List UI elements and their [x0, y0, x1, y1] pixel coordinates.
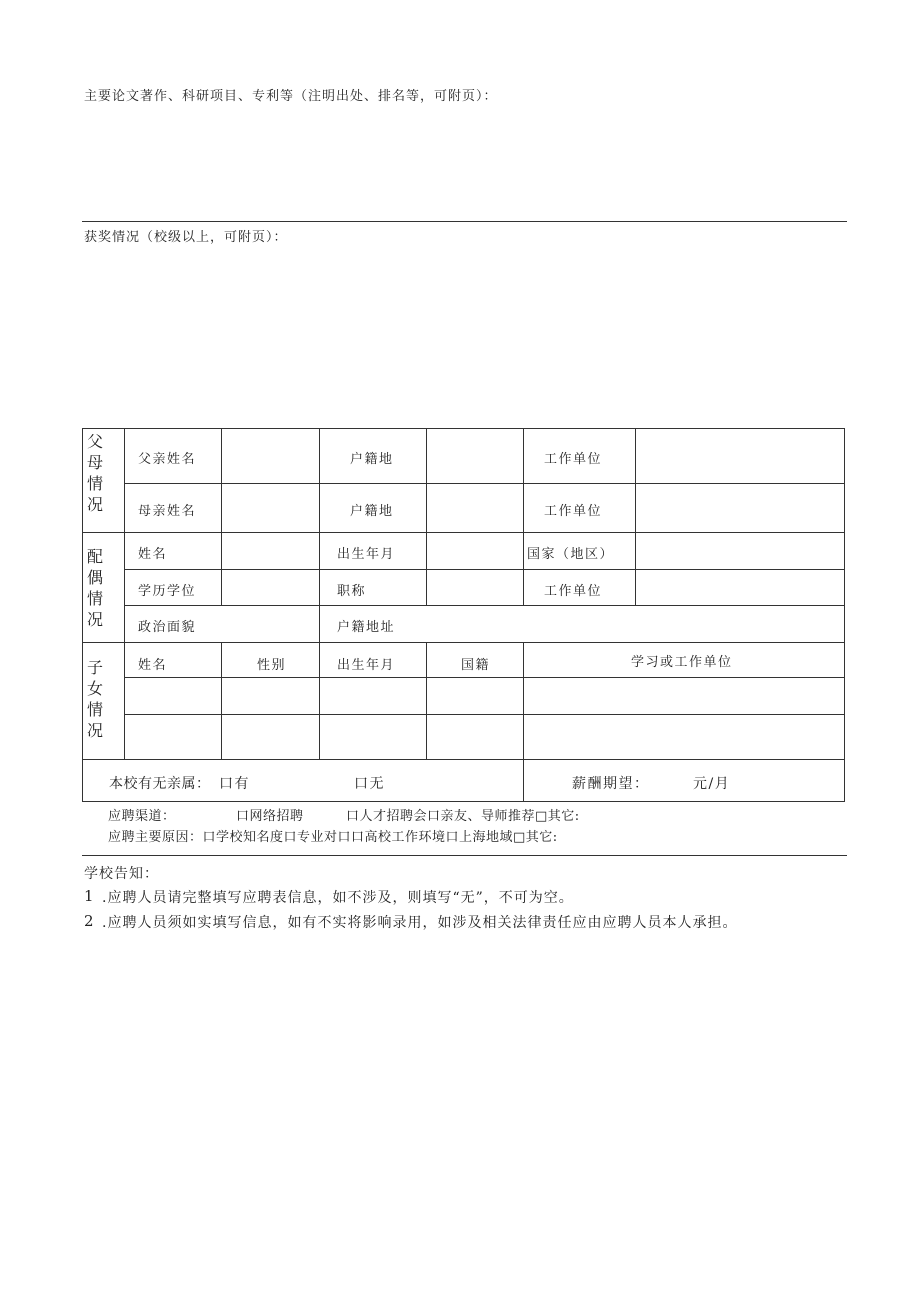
- parents-group-label: 父母情况: [86, 432, 103, 514]
- spouse-country-label: 国家（地区）: [527, 547, 615, 562]
- children-group-label: 子女情况: [86, 658, 103, 740]
- mother-name-label: 母亲姓名: [138, 504, 197, 519]
- salary-unit: 元/月: [693, 776, 731, 792]
- spouse-birth-label: 出生年月: [337, 547, 396, 562]
- child-name-label: 姓名: [138, 658, 168, 673]
- channel-label: 应聘渠道：: [108, 809, 176, 824]
- notice-item2-number: 2: [84, 912, 95, 930]
- channel-online-checkbox[interactable]: 口网络招聘: [236, 809, 304, 824]
- channel-other-options[interactable]: 口人才招聘会口亲友、导师推荐□其它:: [346, 809, 580, 824]
- spouse-group-label: 配偶情况: [86, 547, 103, 629]
- notice-item2: .应聘人员须如实填写信息，如有不实将影响录用，如涉及相关法律责任应由应聘人员本人承担。: [102, 915, 738, 931]
- relatives-label: 本校有无亲属：: [109, 776, 211, 792]
- awards-label: 获奖情况（校级以上，可附页）：: [84, 230, 288, 245]
- father-name-label: 父亲姓名: [138, 452, 197, 467]
- child-nationality-label: 国籍: [461, 658, 491, 673]
- papers-label: 主要论文著作、科研项目、专利等（注明出处、排名等，可附页）：: [84, 89, 498, 104]
- salary-label: 薪酬期望：: [572, 776, 650, 792]
- father-hukou-label: 户籍地: [350, 452, 394, 467]
- father-work-unit-label: 工作单位: [544, 452, 603, 467]
- spouse-name-label: 姓名: [138, 547, 168, 562]
- child-study-work-label: 学习或工作单位: [631, 655, 733, 670]
- child-gender-label: 性别: [257, 658, 287, 673]
- notice-title: 学校告知：: [84, 866, 159, 882]
- relatives-yes-checkbox[interactable]: 口有: [219, 776, 250, 792]
- reason-options[interactable]: 应聘主要原因：口学校知名度口专业对口口高校工作环境口上海地域□其它:: [108, 830, 558, 845]
- spouse-title-label: 职称: [337, 584, 367, 599]
- mother-hukou-label: 户籍地: [350, 504, 394, 519]
- notice-item1: .应聘人员请完整填写应聘表信息，如不涉及，则填写“无”，不可为空。: [102, 890, 574, 906]
- mother-work-unit-label: 工作单位: [544, 504, 603, 519]
- spouse-education-label: 学历学位: [138, 584, 197, 599]
- divider-bottom: [82, 855, 847, 856]
- spouse-work-unit-label: 工作单位: [544, 584, 603, 599]
- notice-item1-number: 1: [84, 887, 95, 905]
- spouse-hukou-address-label: 户籍地址: [337, 620, 396, 635]
- spouse-political-label: 政治面貌: [138, 620, 197, 635]
- divider-top: [82, 221, 847, 222]
- relatives-no-checkbox[interactable]: 口无: [354, 776, 385, 792]
- child-birth-label: 出生年月: [337, 658, 396, 673]
